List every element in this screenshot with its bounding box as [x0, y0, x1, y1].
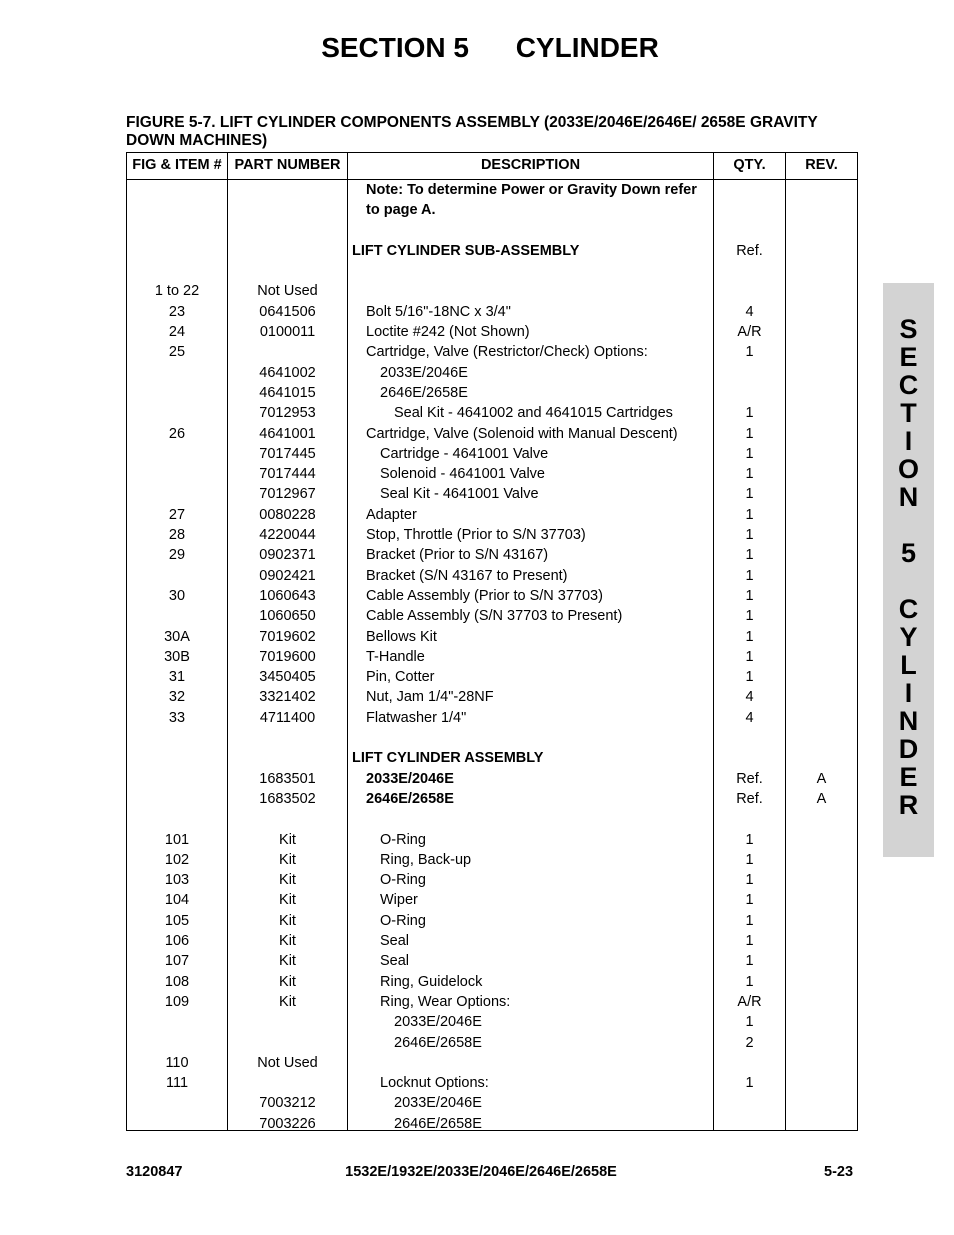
cell-description: Cartridge, Valve (Solenoid with Manual Descent) [366, 425, 678, 442]
table-row [127, 708, 857, 728]
section-side-tab [883, 283, 934, 857]
cell-description: Cartridge, Valve (Restrictor/Check) Options: [366, 344, 648, 361]
footer-doc-number: 3120847 [126, 1164, 183, 1180]
table-row [127, 424, 857, 444]
cell-qty: 1 [745, 912, 754, 929]
table-row [127, 850, 857, 870]
cell-qty: 4 [745, 709, 754, 726]
side-tab-letter: E [899, 762, 918, 792]
cell-qty: 1 [745, 608, 754, 625]
cell-qty: A/R [737, 324, 762, 340]
cell-fig-item: 109 [164, 993, 190, 1010]
table-row [127, 403, 857, 423]
side-tab-letter: L [900, 650, 917, 680]
cell-part-number: 4220044 [259, 527, 316, 543]
header-part-number: PART NUMBER [234, 157, 341, 173]
table-row [127, 525, 857, 545]
table-row [127, 667, 857, 687]
side-tab-letter: E [899, 342, 918, 372]
cell-fig-item: 30 [168, 587, 186, 604]
cell-part-number: 4641002 [259, 364, 316, 381]
table-row [127, 972, 857, 992]
cell-qty: 1 [745, 973, 754, 990]
table-row [127, 484, 857, 504]
cell-description: Locknut Options: [380, 1075, 489, 1092]
table-row [127, 606, 857, 626]
cell-description: O-Ring [380, 831, 426, 848]
footer-models: 1532E/1932E/2033E/2046E/2646E/2658E [345, 1164, 617, 1180]
table-row [127, 363, 857, 383]
table-row [127, 241, 857, 261]
table-row [127, 342, 857, 362]
table-row [127, 566, 857, 586]
side-tab-letter: S [899, 314, 918, 344]
table-row [127, 444, 857, 464]
cell-fig-item: 111 [165, 1075, 189, 1092]
table-row [127, 769, 857, 789]
cell-description: Adapter [366, 506, 417, 523]
table-row [127, 830, 857, 850]
table-row [127, 951, 857, 971]
cell-part-number: 7012953 [259, 405, 316, 422]
side-tab-letter: R [898, 790, 919, 820]
cell-part-number: 1060643 [259, 587, 316, 604]
header-fig-item: FIG & ITEM # [132, 157, 222, 173]
side-tab-letter [883, 511, 934, 539]
cell-description: Cartridge - 4641001 Valve [380, 445, 549, 462]
header-qty: QTY. [733, 157, 766, 173]
figure-title: FIGURE 5-7. LIFT CYLINDER COMPONENTS ASSEMBLY (2033E/2046E/2646E/ 2658E GRAVITY DOWN MACHINES) [126, 114, 818, 149]
cell-fig-item: 33 [168, 709, 186, 726]
cell-part-number: Kit [279, 872, 296, 889]
table-row [127, 789, 857, 809]
cell-fig-item: 30B [164, 648, 190, 665]
cell-description: 2646E/2658E [366, 790, 454, 807]
cell-part-number: 1683501 [259, 770, 316, 787]
cell-qty: 1 [745, 587, 754, 604]
side-tab-letter: C [898, 594, 919, 624]
cell-part-number: Kit [279, 831, 296, 848]
cell-part-number: 7019600 [259, 648, 316, 665]
cell-qty: A/R [737, 993, 762, 1010]
cell-part-number: 7017444 [259, 466, 316, 483]
cell-description: Pin, Cotter [366, 669, 435, 686]
cell-fig-item: 102 [164, 851, 190, 868]
cell-description: Cable Assembly (Prior to S/N 37703) [366, 587, 603, 604]
cell-fig-item: 1 to 22 [154, 283, 200, 300]
cell-qty: 1 [745, 547, 754, 564]
cell-part-number: Kit [279, 892, 296, 909]
table-row [127, 627, 857, 647]
cell-part-number: 7017445 [259, 445, 316, 462]
cell-description: LIFT CYLINDER ASSEMBLY [352, 750, 544, 767]
cell-fig-item: 105 [164, 912, 190, 929]
cell-qty: 1 [745, 1075, 754, 1092]
cell-description: Ring, Guidelock [380, 973, 483, 990]
page-title [0, 32, 954, 64]
cell-qty: 1 [745, 405, 754, 422]
cell-qty: Ref. [736, 242, 763, 259]
cell-description: O-Ring [380, 912, 426, 929]
table-row [127, 931, 857, 951]
cell-qty: 1 [745, 506, 754, 523]
cell-qty: 4 [745, 303, 754, 320]
side-tab-letter: D [898, 734, 919, 764]
cell-part-number: 0100011 [259, 324, 316, 340]
table-body [127, 180, 857, 1130]
cell-fig-item: 104 [164, 892, 190, 909]
cell-fig-item: 28 [168, 527, 186, 543]
table-row [127, 890, 857, 910]
table-row [127, 992, 857, 1012]
table-row [127, 1012, 857, 1032]
cell-part-number: Kit [279, 912, 296, 929]
cell-part-number: 7003226 [259, 1115, 316, 1132]
side-tab-letter: O [897, 454, 919, 484]
cell-part-number: 3321402 [259, 689, 316, 706]
header-description: DESCRIPTION [480, 157, 581, 173]
cell-qty: 1 [745, 486, 754, 503]
cell-description: O-Ring [380, 872, 426, 889]
cell-description: Ring, Back-up [380, 851, 472, 868]
side-tab-letter: N [898, 482, 919, 512]
cell-qty: 1 [745, 628, 754, 645]
cell-qty: 1 [745, 933, 754, 949]
cell-description: Solenoid - 4641001 Valve [380, 466, 545, 483]
table-row [127, 505, 857, 525]
cell-description: Seal [380, 953, 410, 970]
side-tab-letter: T [900, 398, 917, 428]
section-name: CYLINDER [515, 32, 659, 63]
cell-part-number: Kit [279, 933, 296, 949]
cell-fig-item: 31 [168, 669, 186, 686]
cell-fig-item: 30A [164, 628, 190, 645]
cell-description: Ring, Wear Options: [380, 993, 511, 1010]
cell-description: 2033E/2046E [394, 1014, 482, 1031]
table-row [127, 748, 857, 768]
cell-description: Bracket (S/N 43167 to Present) [366, 567, 568, 584]
cell-qty: 1 [745, 445, 754, 462]
cell-description: 2646E/2658E [394, 1115, 482, 1132]
cell-rev: A [816, 790, 827, 807]
cell-description: Note: To determine Power or Gravity Down refer to page A. [366, 182, 697, 218]
cell-part-number: Kit [279, 973, 296, 990]
cell-fig-item: 106 [164, 933, 190, 949]
table-header [127, 153, 857, 180]
table-row [127, 1053, 857, 1073]
table-row [127, 180, 857, 220]
cell-part-number: 0080228 [259, 506, 316, 523]
cell-description: Seal [380, 933, 410, 949]
side-tab-letter: Y [899, 622, 918, 652]
cell-description: 2646E/2658E [380, 384, 468, 401]
cell-qty: 1 [745, 344, 754, 361]
cell-fig-item: 26 [168, 425, 186, 442]
cell-fig-item: 29 [168, 547, 186, 564]
cell-part-number: 3450405 [259, 669, 316, 686]
cell-description: Cable Assembly (S/N 37703 to Present) [366, 608, 623, 625]
cell-fig-item: 110 [165, 1054, 189, 1071]
cell-description: 2033E/2046E [394, 1095, 482, 1112]
cell-qty: 1 [745, 669, 754, 686]
cell-description: Loctite #242 (Not Shown) [366, 324, 530, 340]
cell-fig-item: 101 [164, 831, 190, 848]
table-row [127, 545, 857, 565]
cell-description: Bracket (Prior to S/N 43167) [366, 547, 549, 564]
table-row [127, 302, 857, 322]
cell-fig-item: 32 [168, 689, 186, 706]
cell-part-number: 7003212 [259, 1095, 316, 1112]
cell-part-number: 1683502 [259, 790, 316, 807]
cell-description: T-Handle [366, 648, 425, 665]
cell-fig-item: 25 [168, 344, 186, 361]
side-tab-letter: I [904, 426, 913, 456]
cell-rev: A [816, 770, 827, 787]
cell-part-number: 4711400 [259, 709, 316, 726]
cell-part-number: 0902421 [259, 567, 316, 584]
cell-part-number: Kit [279, 851, 296, 868]
side-tab-letter: I [904, 678, 913, 708]
table-row [127, 911, 857, 931]
side-tab-letter: C [898, 370, 919, 400]
table-row [127, 870, 857, 890]
footer-page-number: 5-23 [824, 1164, 854, 1180]
cell-description: Seal Kit - 4641001 Valve [380, 486, 539, 503]
cell-fig-item: 108 [164, 973, 190, 990]
cell-qty: 1 [745, 648, 754, 665]
cell-description: Bolt 5/16"-18NC x 3/4" [366, 303, 511, 320]
table-row [127, 1073, 857, 1093]
cell-description: 2033E/2046E [366, 770, 454, 787]
table-row [127, 687, 857, 707]
cell-part-number: Kit [279, 993, 296, 1010]
cell-part-number: Kit [279, 953, 296, 970]
cell-description: Wiper [380, 892, 418, 909]
cell-part-number: Not Used [257, 1054, 318, 1071]
side-tab-letter [883, 567, 934, 595]
table-row [127, 464, 857, 484]
cell-part-number: Not Used [257, 283, 318, 300]
cell-part-number: 4641015 [259, 384, 316, 401]
cell-qty: Ref. [736, 770, 763, 787]
cell-description: LIFT CYLINDER SUB-ASSEMBLY [352, 242, 580, 259]
cell-qty: 1 [745, 466, 754, 483]
header-rev: REV. [805, 157, 838, 173]
side-tab-letters [883, 315, 934, 819]
table-row [127, 261, 857, 281]
cell-fig-item: 103 [164, 872, 190, 889]
side-tab-letter: 5 [900, 538, 917, 568]
table-row [127, 281, 857, 301]
cell-qty: 1 [745, 851, 754, 868]
cell-qty: 1 [745, 892, 754, 909]
cell-qty: 1 [745, 567, 754, 584]
cell-description: 2646E/2658E [394, 1034, 482, 1051]
cell-description: Stop, Throttle (Prior to S/N 37703) [366, 527, 586, 543]
cell-part-number: 4641001 [259, 425, 316, 442]
table-row [127, 383, 857, 403]
cell-qty: 4 [745, 689, 754, 706]
cell-qty: 1 [745, 527, 754, 543]
table-row [127, 322, 857, 342]
table-row [127, 1033, 857, 1053]
cell-fig-item: 107 [164, 953, 190, 970]
cell-qty: 1 [745, 953, 754, 970]
table-row [127, 647, 857, 667]
cell-description: Nut, Jam 1/4"-28NF [366, 689, 494, 706]
table-row [127, 586, 857, 606]
cell-fig-item: 24 [168, 324, 186, 340]
cell-qty: 1 [745, 425, 754, 442]
cell-description: Bellows Kit [366, 628, 437, 645]
cell-part-number: 0902371 [259, 547, 316, 564]
cell-qty: 1 [745, 872, 754, 889]
table-row [127, 1114, 857, 1134]
side-tab-letter: N [898, 706, 919, 736]
cell-part-number: 0641506 [259, 303, 316, 320]
table-row [127, 221, 857, 241]
table-row [127, 1093, 857, 1113]
cell-description: 2033E/2046E [380, 364, 468, 381]
cell-fig-item: 23 [168, 303, 186, 320]
cell-part-number: 7012967 [259, 486, 316, 503]
cell-description: Seal Kit - 4641002 and 4641015 Cartridges [394, 405, 673, 422]
cell-qty: Ref. [736, 790, 763, 807]
section-number: SECTION 5 [321, 32, 469, 63]
cell-qty: 1 [745, 1014, 754, 1031]
cell-description: Flatwasher 1/4" [366, 709, 467, 726]
cell-fig-item: 27 [168, 506, 186, 523]
cell-qty: 1 [745, 831, 754, 848]
cell-part-number: 7019602 [259, 628, 316, 645]
cell-qty: 2 [745, 1034, 754, 1051]
table-row [127, 809, 857, 829]
cell-part-number: 1060650 [259, 608, 316, 625]
parts-table [126, 152, 858, 1131]
table-row [127, 728, 857, 748]
